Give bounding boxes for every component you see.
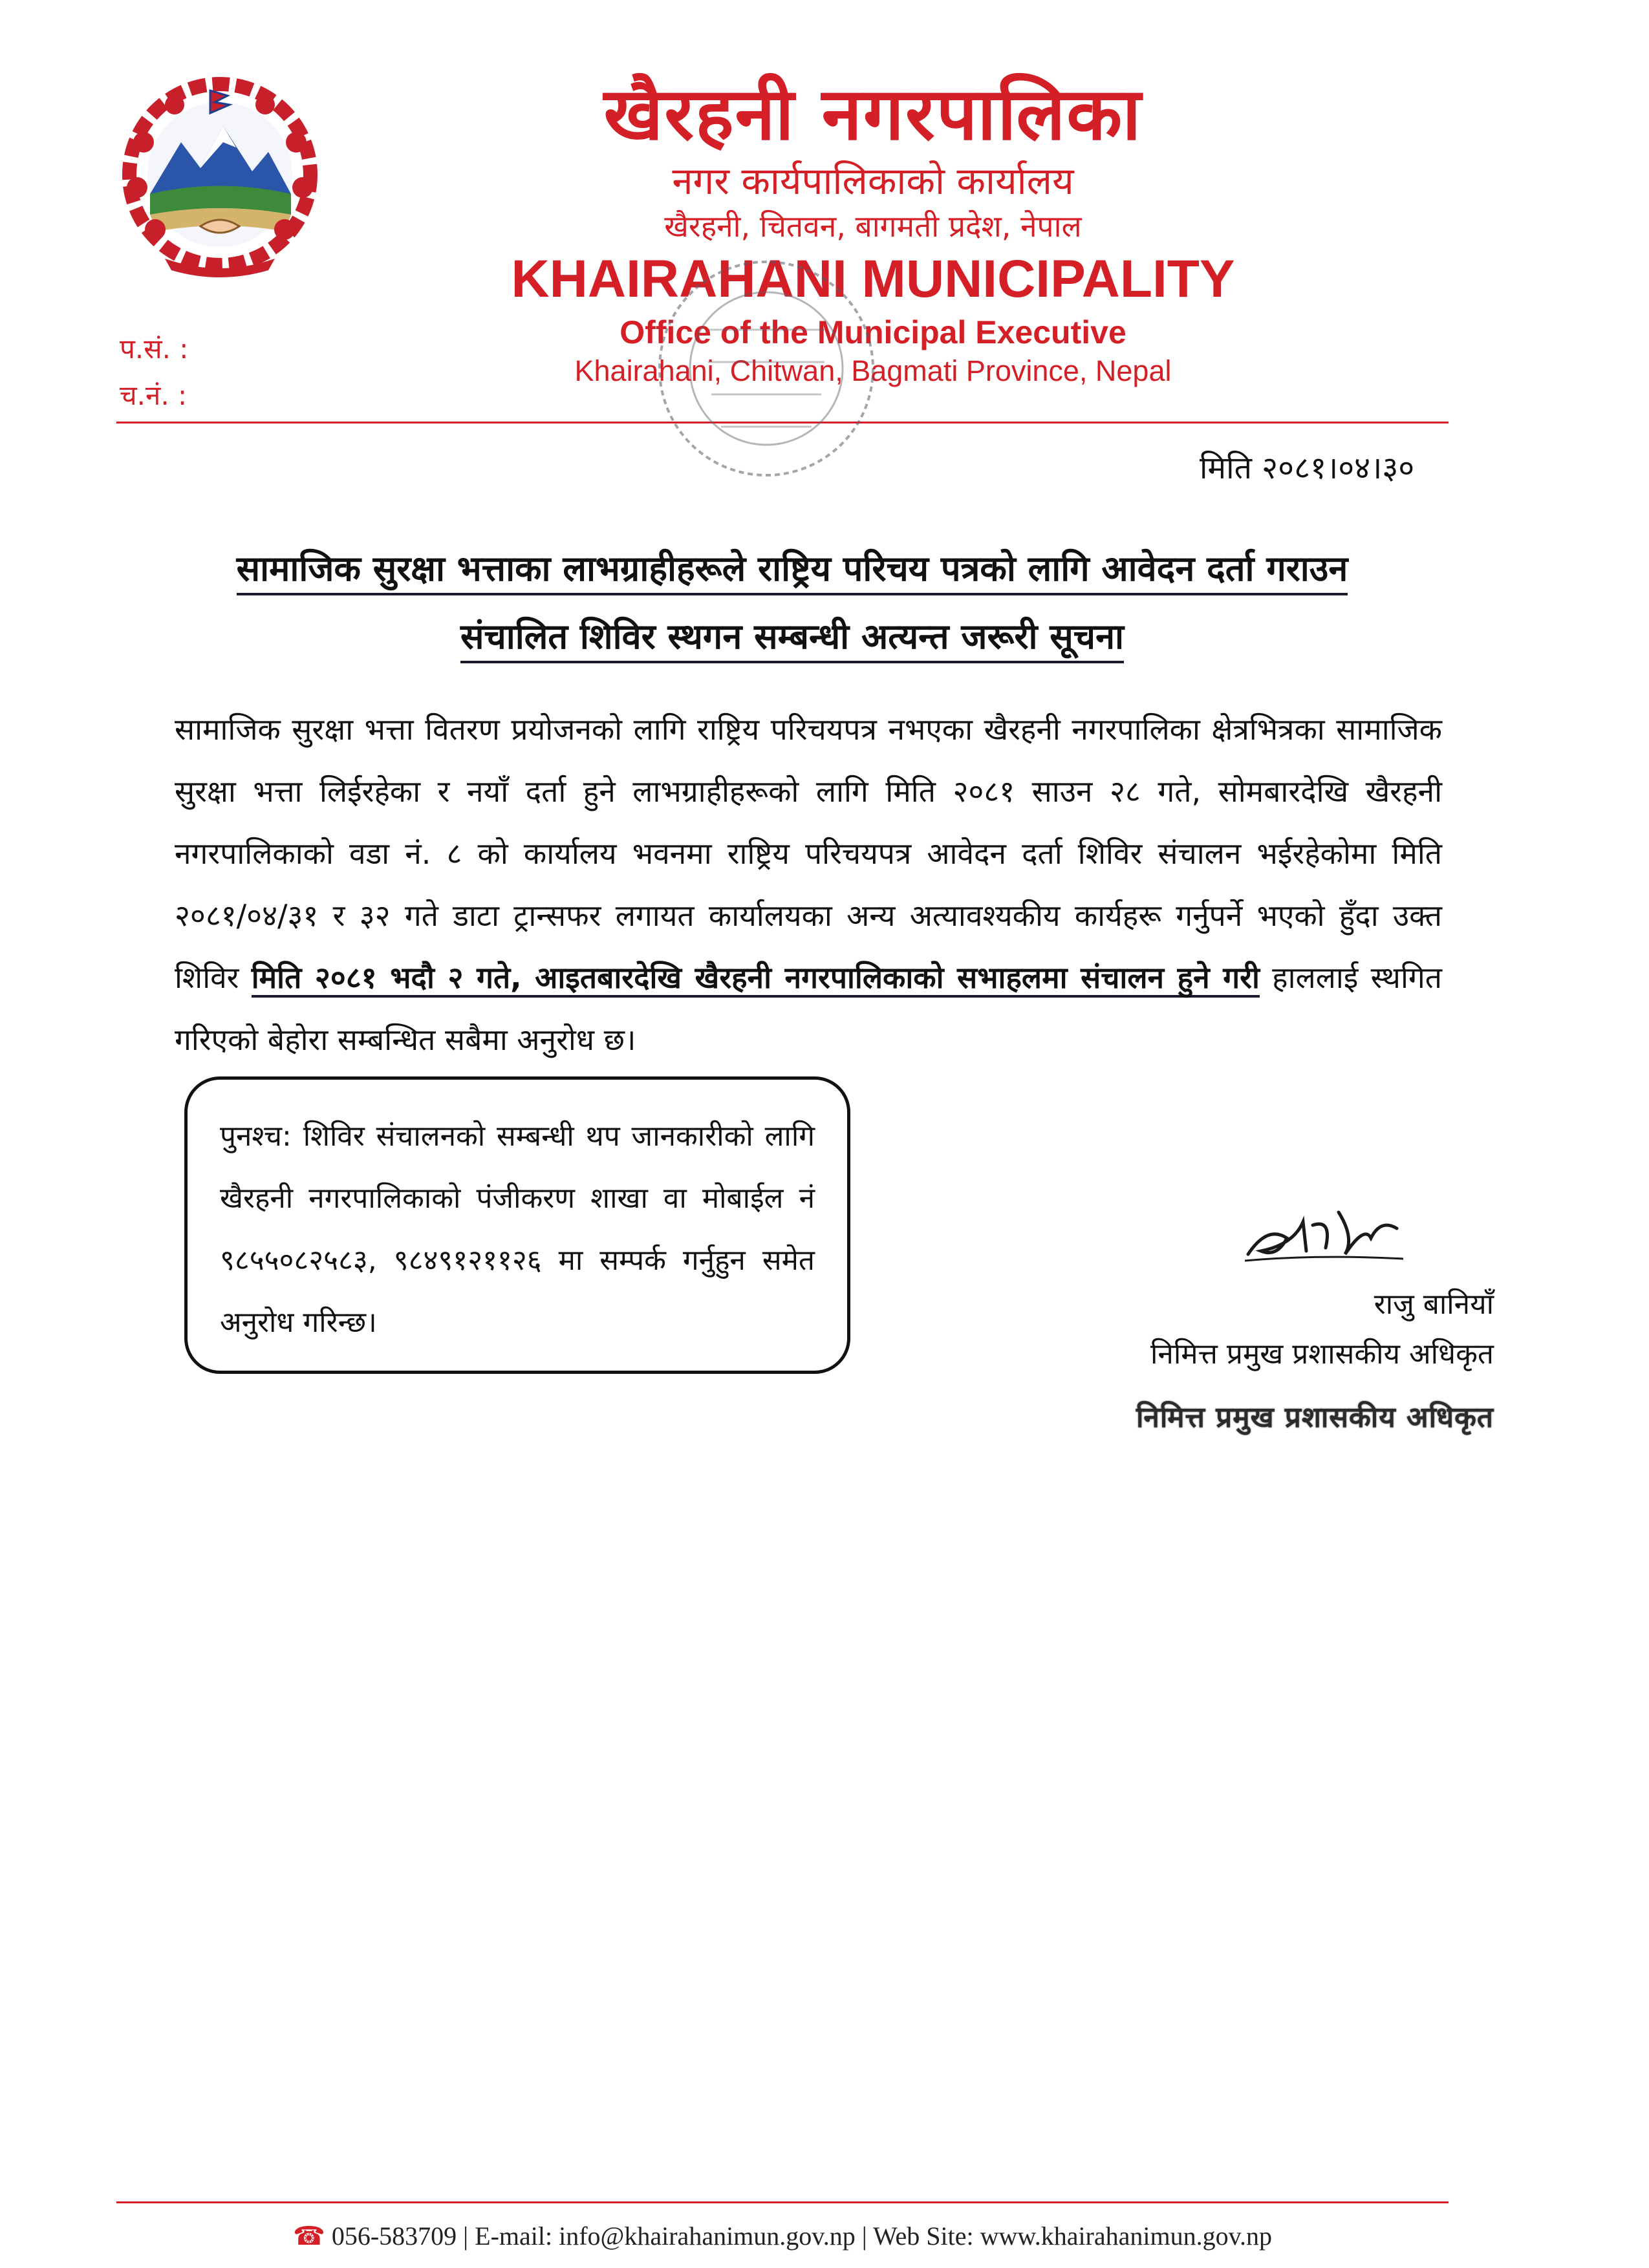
address-nepali: खैरहनी, चितवन, बागमती प्रदेश, नेपाल	[664, 209, 1082, 244]
notice-date: मिति २०८१।०४।३०	[1200, 450, 1415, 486]
subject-line-1-text: सामाजिक सुरक्षा भत्ताका लाभग्राहीहरूले राष्ट्रिय परिचय पत्रको लागि आवेदन दर्ता गराउन	[237, 548, 1348, 595]
signatory-name: राजु बानियाँ	[1374, 1288, 1494, 1321]
telephone-icon: ☎	[292, 2221, 325, 2251]
footer-contact	[116, 2221, 1449, 2251]
municipality-title-nepali: खैरहनी नगरपालिका	[603, 72, 1143, 156]
nepal-emblem-logo	[103, 65, 336, 278]
subject-line-2	[110, 611, 1474, 659]
subject-line-1	[110, 543, 1474, 591]
office-name-english: Office of the Municipal Executive	[620, 314, 1126, 350]
office-name-nepali: नगर कार्यपालिकाको कार्यालय	[672, 159, 1074, 203]
body-text-part-1: सामाजिक सुरक्षा भत्ता वितरण प्रयोजनको लागि राष्ट्रिय परिचयपत्र नभएका खैरहनी नगरपालिका क्षेत्रभित्रका सामाजिक सुरक्षा भत्ता लिईरहेका र नयाँ दर्ता हुने लाभग्राहीहरूको लागि मिति २०८१ साउन २८ गते, सोमबारदेखि खैरहनी नगरपालिकाको वडा नं. ८ को कार्यालय भवनमा राष्ट्रिय परिचयपत्र आवेदन दर्ता शिविर संचालन भईरहेकोमा मिति २०८१/०४/३१ र ३२ गते डाटा ट्रान्सफर लगायत कार्यालयका अन्य अत्यावश्यकीय कार्यहरू गर्नुपर्ने भएको हुँदा उक्त शिविर	[175, 712, 1442, 995]
postscript-note-box	[184, 1076, 850, 1374]
address-english: Khairahani, Chitwan, Bagmati Province, Nepal	[574, 354, 1172, 387]
reference-number-label: प.सं. :	[120, 333, 189, 365]
dispatch-number-label: च.नं. :	[120, 380, 188, 411]
body-text-part-2: हाललाई स्थगित गरिएको बेहोरा सम्बन्धित सबैमा अनुरोध छ।	[175, 960, 1442, 1057]
signatory-title: निमित्त प्रमुख प्रशासकीय अधिकृत	[1150, 1338, 1494, 1371]
postscript-note-text: पुनश्च: शिविर संचालनको सम्बन्धी थप जानकारीको लागि खैरहनी नगरपालिकाको पंजीकरण शाखा वा मोबाईल नं ९८५५०८२५८३, ९८४९१२११२६ मा सम्पर्क गर्नुहुन समेत अनुरोध गरिन्छ।	[220, 1120, 815, 1339]
footer-contact-text: 056-583709 | E-mail: info@khairahanimun.gov.np | Web Site: www.khairahanimun.gov.np	[331, 2221, 1273, 2251]
signatory-rubber-stamp: निमित्त प्रमुख प्रशासकीय अधिकृत	[1136, 1401, 1494, 1434]
municipality-title-english: KHAIRAHANI MUNICIPALITY	[511, 250, 1235, 308]
subject-line-2-text: संचालित शिविर स्थगन सम्बन्धी अत्यन्त जरूरी सूचना	[460, 616, 1124, 663]
notice-body-paragraph	[175, 698, 1442, 1071]
handwritten-signature	[1242, 1199, 1410, 1270]
office-seal-stamp	[650, 233, 883, 504]
body-highlight-text: मिति २०८१ भदौ २ गते, आइतबारदेखि खैरहनी नगरपालिकाको सभाहलमा संचालन हुने गरी	[252, 960, 1260, 998]
footer-divider	[116, 2201, 1449, 2203]
